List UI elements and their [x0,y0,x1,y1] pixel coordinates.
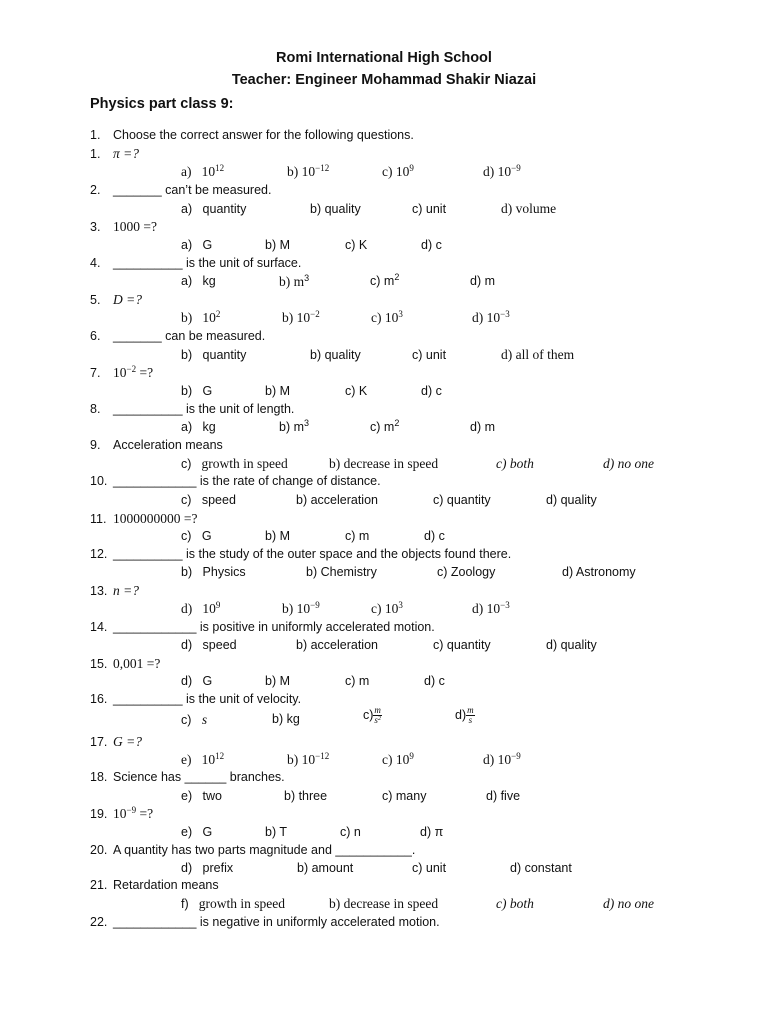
option-c: c) m [345,674,370,688]
option-a: a) G [181,238,213,252]
school-name: Romi International High School [276,50,492,66]
option-c: c) $m^2$ [370,272,400,288]
option-c: c) $10^9$ [382,163,414,179]
option-a: b) Physics [181,565,246,579]
option-a: b) $10^2$ [181,309,221,325]
fraction-m-s2: $\frac{m}{s^2}$ [374,705,381,725]
option-b: b) amount [297,861,354,875]
question-18: 18. Science has ______ branches. [90,770,285,784]
option-b: b) three [284,789,328,803]
question-20: 20. A quantity has two parts magnitude and ___________. [90,843,416,857]
option-a: c) s [181,712,208,727]
option-d: d) $10^{-3}$ [472,309,510,325]
option-d: d) c [421,238,442,252]
option-c: c) $\frac{m}{s^2}$ [363,705,381,725]
option-b: b) M [265,529,290,543]
instruction: 1. Choose the correct answer for the following questions. [90,128,414,142]
question-1: 1. π =? [90,146,139,161]
option-a: c) speed [181,493,236,507]
option-a: d) $10^9$ [181,600,221,616]
option-a: e) $10^{12}$ [181,751,225,767]
option-b: b) kg [272,712,300,726]
option-d: d) $\frac{m}{s}$ [455,705,474,725]
option-a: d) speed [181,638,237,652]
option-c: c) many [382,789,427,803]
question-5: 5. D =? [90,292,142,307]
question-4: 4. __________ is the unit of surface. [90,256,302,270]
option-b: b) T [265,825,287,839]
option-d: d) quality [546,493,597,507]
option-c: c) Zoology [437,565,496,579]
option-c: c) unit [412,202,447,216]
option-d: d) all of them [501,347,575,362]
question-16: 16. __________ is the unit of velocity. [90,692,302,706]
option-a: b) G [181,384,213,398]
option-d: d) Astronomy [562,565,636,579]
option-a: d) prefix [181,861,234,875]
option-d: d) constant [510,861,572,875]
option-b: b) $10^{-2}$ [282,309,320,325]
option-a: a) kg [181,420,216,434]
option-d: d) volume [501,201,557,216]
question-19: 19. $10^{-9}$ =? [90,805,154,821]
question-22: 22. ____________ is negative in uniformly accelerated motion. [90,915,440,929]
question-8: 8. __________ is the unit of length. [90,402,295,416]
option-c: c) unit [412,861,447,875]
option-d: d) no one [603,896,654,911]
option-c: c) quantity [433,638,491,652]
option-d: d) five [486,789,521,803]
question-6: 6. _______ can be measured. [90,329,266,343]
option-c: c) n [340,825,361,839]
question-14: 14. ____________ is positive in uniformly accelerated motion. [90,620,435,634]
option-c: c) $10^3$ [371,309,403,325]
option-c: c) quantity [433,493,491,507]
option-a: b) quantity [181,348,247,362]
option-c: c) both [496,896,534,911]
fraction-m-s: $\frac{m}{s}$ [467,705,474,725]
question-15: 15. 0,001 =? [90,656,161,671]
question-11: 11. 1000000000 =? [90,511,198,526]
option-d: d) π [420,825,444,839]
option-b: b) decrease in speed [329,456,439,471]
question-13: 13. n =? [90,583,139,598]
question-17: 17. G =? [90,734,142,749]
question-21: 21. Retardation means [90,878,219,892]
option-b: b) decrease in speed [329,896,439,911]
question-2: 2. _______ can’t be measured. [90,183,272,197]
option-b: b) $m^3$ [279,418,310,434]
option-d: d) $10^{-9}$ [483,751,521,767]
option-b: b) M [265,238,290,252]
option-a: a) kg [181,274,216,288]
option-b: b) $10^{-12}$ [287,751,330,767]
option-d: d) quality [546,638,597,652]
option-a: a) $10^{12}$ [181,163,225,179]
question-10: 10. ____________ is the rate of change of distance. [90,474,381,488]
option-c: c) $10^9$ [382,751,414,767]
option-b: b) M [265,674,290,688]
option-d: d) c [424,529,445,543]
section-title: Physics part class 9: [90,96,234,112]
option-a: c) G [181,529,212,543]
option-c: c) K [345,238,368,252]
option-a: e) G [181,825,213,839]
option-c: c) unit [412,348,447,362]
option-b: b) $m^3$ [279,273,310,289]
option-a: e) two [181,789,222,803]
option-b: b) acceleration [296,638,378,652]
question-9: 9. Acceleration means [90,438,223,452]
option-c: c) both [496,456,534,471]
option-c: c) $m^2$ [370,418,400,434]
option-d: d) c [421,384,442,398]
option-b: b) $10^{-9}$ [282,600,320,616]
option-b: b) quality [310,348,361,362]
question-3: 3. 1000 =? [90,219,157,234]
option-d: d) m [470,420,495,434]
option-a: a) quantity [181,202,247,216]
option-d: d) m [470,274,495,288]
question-7: 7. $10^{-2}$ =? [90,364,154,380]
question-12: 12. __________ is the study of the outer space and the objects found there. [90,547,512,561]
option-c: c) K [345,384,368,398]
option-b: b) quality [310,202,361,216]
option-a: c) growth in speed [181,456,288,471]
option-b: b) Chemistry [306,565,377,579]
option-b: b) M [265,384,290,398]
option-d: d) c [424,674,445,688]
option-d: d) $10^{-9}$ [483,163,521,179]
option-c: c) m [345,529,370,543]
option-a: d) G [181,674,213,688]
option-b: b) $10^{-12}$ [287,163,330,179]
option-d: d) no one [603,456,654,471]
option-c: c) $10^3$ [371,600,403,616]
option-a: f) growth in speed [181,896,285,911]
option-b: b) acceleration [296,493,378,507]
option-d: d) $10^{-3}$ [472,600,510,616]
teacher-name: Teacher: Engineer Mohammad Shakir Niazai [231,72,537,88]
